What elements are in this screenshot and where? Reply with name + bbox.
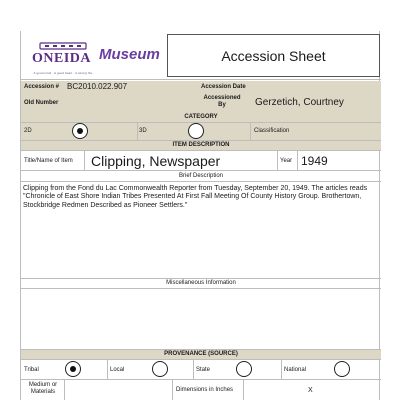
category-3d-label: 3D	[139, 128, 147, 134]
dimensions-separator: X	[308, 387, 313, 394]
provenance-local-radio[interactable]	[152, 361, 168, 377]
dimensions-label: Dimensions in Inches	[176, 387, 234, 393]
wampum-belt-icon	[39, 41, 87, 51]
brief-description-label: Brief Description	[178, 173, 223, 179]
category-2d-label: 2D	[24, 128, 32, 134]
category-heading: CATEGORY	[21, 113, 381, 122]
museum-label: Museum	[99, 46, 160, 63]
item-name-field[interactable]: Clipping, Newspaper	[91, 153, 221, 169]
provenance-national-label: National	[284, 367, 307, 373]
provenance-tribal-label: Tribal	[24, 367, 39, 373]
accession-number-label: Accession #	[24, 84, 60, 90]
medium-label: Medium or Materials	[28, 382, 58, 395]
sheet-title-box	[167, 34, 380, 77]
oneida-logo	[27, 37, 99, 75]
classification-label: Classification	[254, 128, 290, 134]
provenance-state-label: State	[196, 367, 211, 373]
provenance-tribal-radio[interactable]	[65, 361, 81, 377]
brief-description-field[interactable]: Clipping from the Fond du Lac Commonwealth Reporter from Tuesday, September 20, 1949. The articles reads "Chronicle of East Shore Indian Tribes Presented At First Fall Meeting Of County History Group. Brothertown, Stockbridge Redmen Described as Pioneer Settlers."	[23, 185, 368, 209]
accessioned-by-label: Accessioned By	[203, 95, 241, 108]
accession-number-field[interactable]: BC2010.022.907	[67, 82, 128, 91]
org-name: ONEIDA	[32, 51, 92, 66]
org-tagline: A good mind · A good heart · A strong fire	[33, 71, 93, 75]
item-name-label: Title/Name of Item	[24, 158, 73, 164]
provenance-heading: PROVENANCE (SOURCE)	[21, 350, 381, 359]
accession-date-label: Accession Date	[201, 84, 246, 90]
category-3d-radio[interactable]	[188, 123, 204, 139]
sheet-header	[21, 31, 381, 80]
year-field[interactable]: 1949	[301, 154, 328, 168]
provenance-state-radio[interactable]	[236, 361, 252, 377]
year-label: Year	[280, 158, 293, 164]
sheet-title: Accession Sheet	[221, 47, 326, 64]
item-description-heading: ITEM DESCRIPTION	[21, 141, 381, 150]
provenance-national-radio[interactable]	[334, 361, 350, 377]
old-number-label: Old Number	[24, 100, 59, 106]
category-2d-radio[interactable]	[72, 123, 88, 139]
accession-sheet	[20, 31, 380, 400]
provenance-local-label: Local	[110, 367, 125, 373]
misc-information-label: Miscellaneous Information	[166, 280, 236, 286]
accessioned-by-field[interactable]: Gerzetich, Courtney	[255, 97, 344, 108]
